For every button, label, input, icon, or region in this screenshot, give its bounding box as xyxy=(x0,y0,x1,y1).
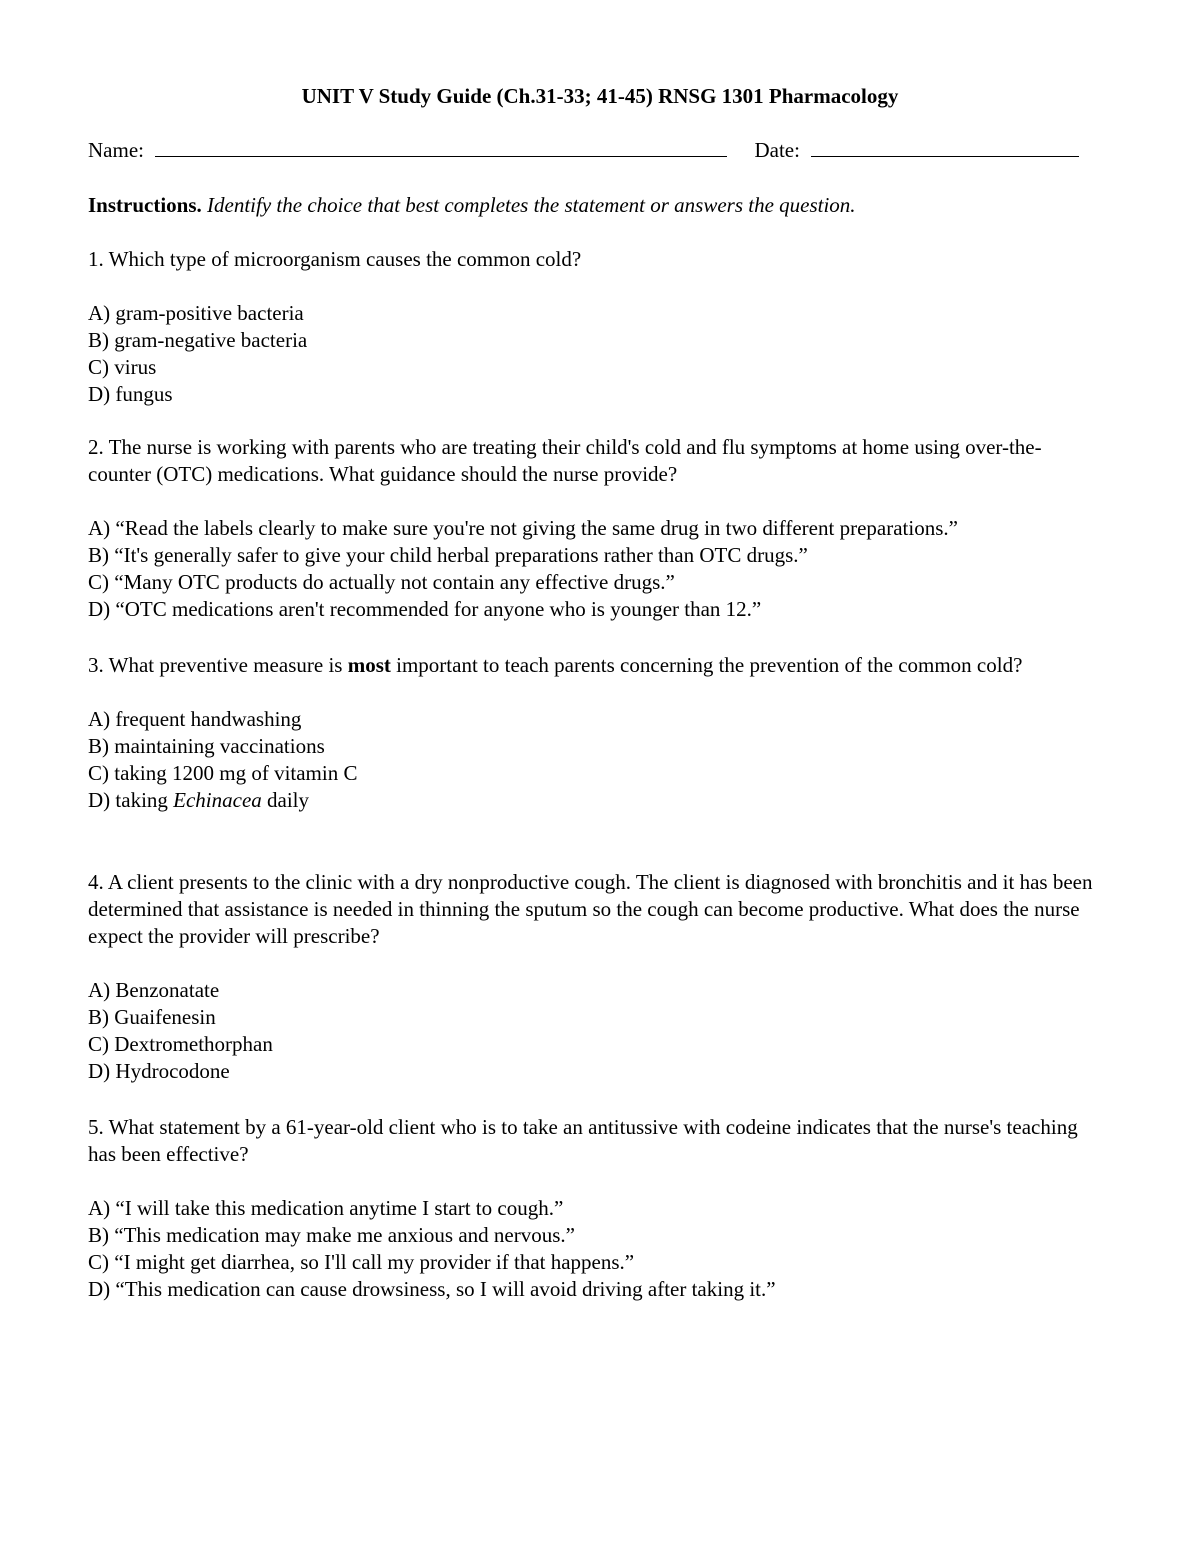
question-number: 4. xyxy=(88,870,104,894)
option-b: B) “It's generally safer to give your child herbal preparations rather than OTC drugs.” xyxy=(88,543,808,567)
option-c: C) taking 1200 mg of vitamin C xyxy=(88,761,358,785)
option-d-prefix: D) taking xyxy=(88,788,168,812)
option-b: B) “This medication may make me anxious and nervous.” xyxy=(88,1223,575,1247)
option-d: D) fungus xyxy=(88,382,173,406)
name-date-row xyxy=(88,137,1079,164)
question-5-options xyxy=(88,1195,1098,1303)
question-2-options xyxy=(88,515,1098,623)
name-blank xyxy=(155,138,727,157)
option-a: A) “I will take this medication anytime I start to cough.” xyxy=(88,1196,564,1220)
question-1-text xyxy=(88,246,1098,273)
name-label: Name: xyxy=(88,138,144,162)
question-3 xyxy=(88,652,1098,814)
question-2-text xyxy=(88,434,1098,488)
date-blank xyxy=(811,138,1079,157)
question-5-text xyxy=(88,1114,1098,1168)
question-4-text xyxy=(88,869,1098,950)
question-stem: The nurse is working with parents who are treating their child's cold and flu symptoms at home using over-the-counter (OTC) medications. What guidance should the nurse provide? xyxy=(88,435,1042,486)
instructions-line xyxy=(88,192,856,219)
question-stem-before: What preventive measure is xyxy=(108,653,343,677)
question-number: 3. xyxy=(88,653,104,677)
question-stem: What statement by a 61-year-old client who is to take an antitussive with codeine indicates that the nurse's teaching has been effective? xyxy=(88,1115,1078,1166)
question-2 xyxy=(88,434,1098,623)
instructions-label: Instructions. xyxy=(88,193,202,217)
option-a: A) Benzonatate xyxy=(88,978,220,1002)
question-number: 1. xyxy=(88,247,104,271)
question-5 xyxy=(88,1114,1098,1303)
question-4-options xyxy=(88,977,1098,1085)
option-d: D) Hydrocodone xyxy=(88,1059,230,1083)
question-stem: A client presents to the clinic with a dry nonproductive cough. The client is diagnosed with bronchitis and it has been determined that assistance is needed in thinning the sputum so the cough can become productive. What does the nurse expect the provider will prescribe? xyxy=(88,870,1093,948)
option-d-italic: Echinacea xyxy=(173,788,262,812)
question-3-options xyxy=(88,706,1098,814)
question-number: 2. xyxy=(88,435,104,459)
option-d: D) “OTC medications aren't recommended for anyone who is younger than 12.” xyxy=(88,597,762,621)
question-stem-emphasis: most xyxy=(347,653,391,677)
option-c: C) “Many OTC products do actually not contain any effective drugs.” xyxy=(88,570,675,594)
question-3-text xyxy=(88,652,1098,679)
option-d xyxy=(88,787,1098,814)
option-c: C) virus xyxy=(88,355,157,379)
option-b: B) Guaifenesin xyxy=(88,1005,216,1029)
option-b: B) gram-negative bacteria xyxy=(88,328,308,352)
option-a: A) “Read the labels clearly to make sure you're not giving the same drug in two different preparations.” xyxy=(88,516,958,540)
date-label: Date: xyxy=(754,138,800,162)
question-stem: Which type of microorganism causes the common cold? xyxy=(108,247,582,271)
option-a: A) gram-positive bacteria xyxy=(88,301,304,325)
option-d-suffix: daily xyxy=(267,788,310,812)
question-number: 5. xyxy=(88,1115,104,1139)
page-title: UNIT V Study Guide (Ch.31-33; 41-45) RNSG 1301 Pharmacology xyxy=(301,84,899,108)
option-c: C) Dextromethorphan xyxy=(88,1032,273,1056)
option-b: B) maintaining vaccinations xyxy=(88,734,325,758)
option-d: D) “This medication can cause drowsiness, so I will avoid driving after taking it.” xyxy=(88,1277,776,1301)
option-c: C) “I might get diarrhea, so I'll call my provider if that happens.” xyxy=(88,1250,635,1274)
question-4 xyxy=(88,869,1098,1085)
option-a: A) frequent handwashing xyxy=(88,707,302,731)
instructions-text: Identify the choice that best completes the statement or answers the question. xyxy=(207,193,856,217)
question-1-options xyxy=(88,300,1098,408)
question-1 xyxy=(88,246,1098,408)
question-stem-after: important to teach parents concerning the prevention of the common cold? xyxy=(396,653,1023,677)
